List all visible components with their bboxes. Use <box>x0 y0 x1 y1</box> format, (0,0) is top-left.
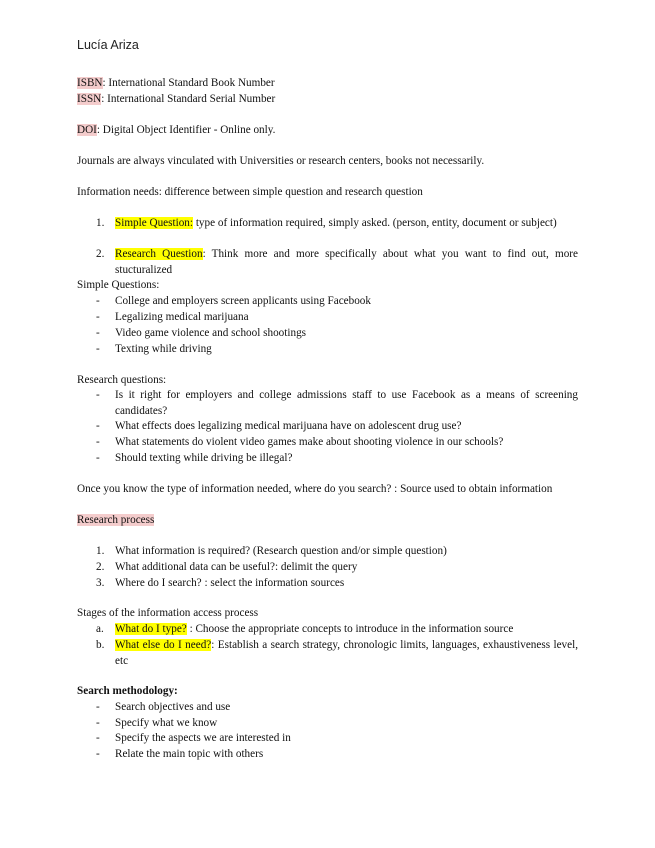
list-dash: - <box>96 295 100 307</box>
list-dash: - <box>96 420 100 432</box>
list-letter: a. <box>96 623 104 635</box>
definition-doi: DOI: Digital Object Identifier - Online only. <box>77 124 276 136</box>
question-type-research: Research Question: Think more and more specifically about what you want to find out, more stucturalized <box>115 248 578 276</box>
term-doi: DOI <box>77 124 97 136</box>
list-letter: b. <box>96 639 105 651</box>
definition-issn: ISSN: International Standard Serial Number <box>77 93 276 105</box>
research-questions-heading: Research questions: <box>77 374 167 386</box>
simple-questions-heading: Simple Questions: <box>77 279 160 291</box>
list-item: Search objectives and use <box>115 701 231 713</box>
research-process-heading: Research process <box>77 514 155 526</box>
list-item: Video game violence and school shootings <box>115 327 307 339</box>
list-item: What statements do violent video games make about shooting violence in our schools? <box>115 436 504 448</box>
question-type-simple: Simple Question: type of information required, simply asked. (person, entity, document or subject) <box>115 217 557 229</box>
list-dash: - <box>96 748 100 760</box>
list-item: Where do I search? : select the information sources <box>115 577 345 589</box>
list-item: Specify what we know <box>115 717 218 729</box>
list-number: 1. <box>96 217 105 229</box>
list-dash: - <box>96 452 100 464</box>
list-item: What additional data can be useful?: delimit the query <box>115 561 358 573</box>
term-issn: ISSN <box>77 93 102 105</box>
list-item: Texting while driving <box>115 343 212 355</box>
list-dash: - <box>96 701 100 713</box>
list-item: Should texting while driving be illegal? <box>115 452 293 464</box>
list-dash: - <box>96 311 100 323</box>
info-needs: Information needs: difference between simple question and research question <box>77 186 423 198</box>
term-isbn: ISBN <box>77 77 103 89</box>
list-item: Is it right for employers and college admissions staff to use Facebook as a means of screening candidates? <box>115 389 578 417</box>
list-item: Specify the aspects we are interested in <box>115 732 291 744</box>
list-dash: - <box>96 389 100 401</box>
list-dash: - <box>96 327 100 339</box>
list-item: What else do I need?: Establish a search strategy, chronologic limits, languages, exhaustiveness level, etc <box>115 639 578 667</box>
list-item: Legalizing medical marijuana <box>115 311 249 323</box>
list-item: What information is required? (Research question and/or simple question) <box>115 545 447 557</box>
list-dash: - <box>96 732 100 744</box>
list-item: What effects does legalizing medical marijuana have on adolescent drug use? <box>115 420 462 432</box>
methodology-heading: Search methodology: <box>77 685 178 697</box>
list-number: 2. <box>96 248 105 260</box>
list-item: Relate the main topic with others <box>115 748 264 760</box>
stages-heading: Stages of the information access process <box>77 607 259 619</box>
list-number: 2. <box>96 561 105 573</box>
list-item: What do I type? : Choose the appropriate concepts to introduce in the information source <box>115 623 514 635</box>
search-note: Once you know the type of information needed, where do you search? : Source used to obtain information <box>77 483 553 495</box>
list-item: College and employers screen applicants using Facebook <box>115 295 371 307</box>
journals-note: Journals are always vinculated with Universities or research centers, books not necessarily. <box>77 155 485 167</box>
author-name: Lucía Ariza <box>77 38 139 52</box>
list-dash: - <box>96 343 100 355</box>
list-dash: - <box>96 717 100 729</box>
list-number: 3. <box>96 577 105 589</box>
definition-isbn: ISBN: International Standard Book Number <box>77 77 275 89</box>
list-dash: - <box>96 436 100 448</box>
list-number: 1. <box>96 545 105 557</box>
